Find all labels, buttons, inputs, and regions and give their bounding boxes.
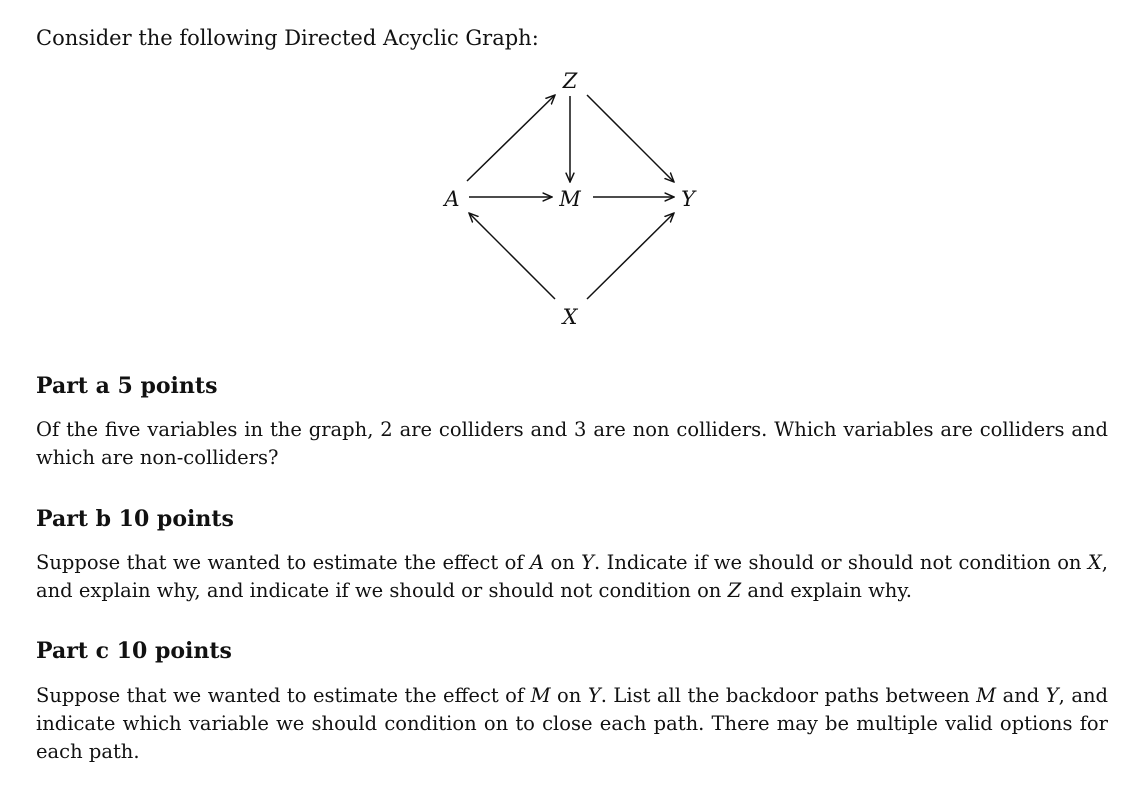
part-c-text-5: , and indicate which variable we should condition on to close each path. There may be multiple valid options for each path. [36,684,1108,763]
node-a: A [444,187,460,211]
part-b-text-4: , and explain why, and indicate if we should or should not condition on [36,551,1108,602]
part-a-heading: Part a 5 points [36,373,218,399]
part-b-text-5: and explain why. [741,579,912,602]
var-x: X [1087,551,1102,574]
var-m: M [530,684,551,707]
part-c-text [36,682,1108,766]
node-x: X [562,305,578,329]
part-a-text: Of the five variables in the graph, 2 are colliders and 3 are non colliders. Which variables are colliders and which are non-colliders? [36,418,1108,469]
dag-diagram [0,0,1140,340]
var-z: Z [727,579,742,602]
part-b-text-2: on [544,551,582,574]
part-b-text [36,549,1108,605]
node-y: Y [681,187,695,211]
part-c-text-4: and [996,684,1046,707]
edge-x-to-y [587,213,674,299]
var-a: A [529,551,545,574]
node-m: M [559,187,581,211]
intro-text: Consider the following Directed Acyclic Graph: [36,26,539,50]
part-c-text-1: Suppose that we wanted to estimate the effect of [36,684,531,707]
node-z: Z [562,69,578,93]
part-c-heading: Part c 10 points [36,638,232,664]
part-c-text-3: . List all the backdoor paths between [600,684,977,707]
part-b-text-1: Suppose that we wanted to estimate the effect of [36,551,530,574]
edge-x-to-a [469,213,555,299]
part-b-text-3: . Indicate if we should or should not condition on [594,551,1088,574]
part-c-text-2: on [550,684,588,707]
edge-z-to-y [587,95,674,182]
var-m: M [976,684,997,707]
var-y: Y [581,551,595,574]
var-y: Y [587,684,601,707]
edge-a-to-z [467,95,555,181]
var-y: Y [1045,684,1059,707]
part-b-heading: Part b 10 points [36,506,234,532]
